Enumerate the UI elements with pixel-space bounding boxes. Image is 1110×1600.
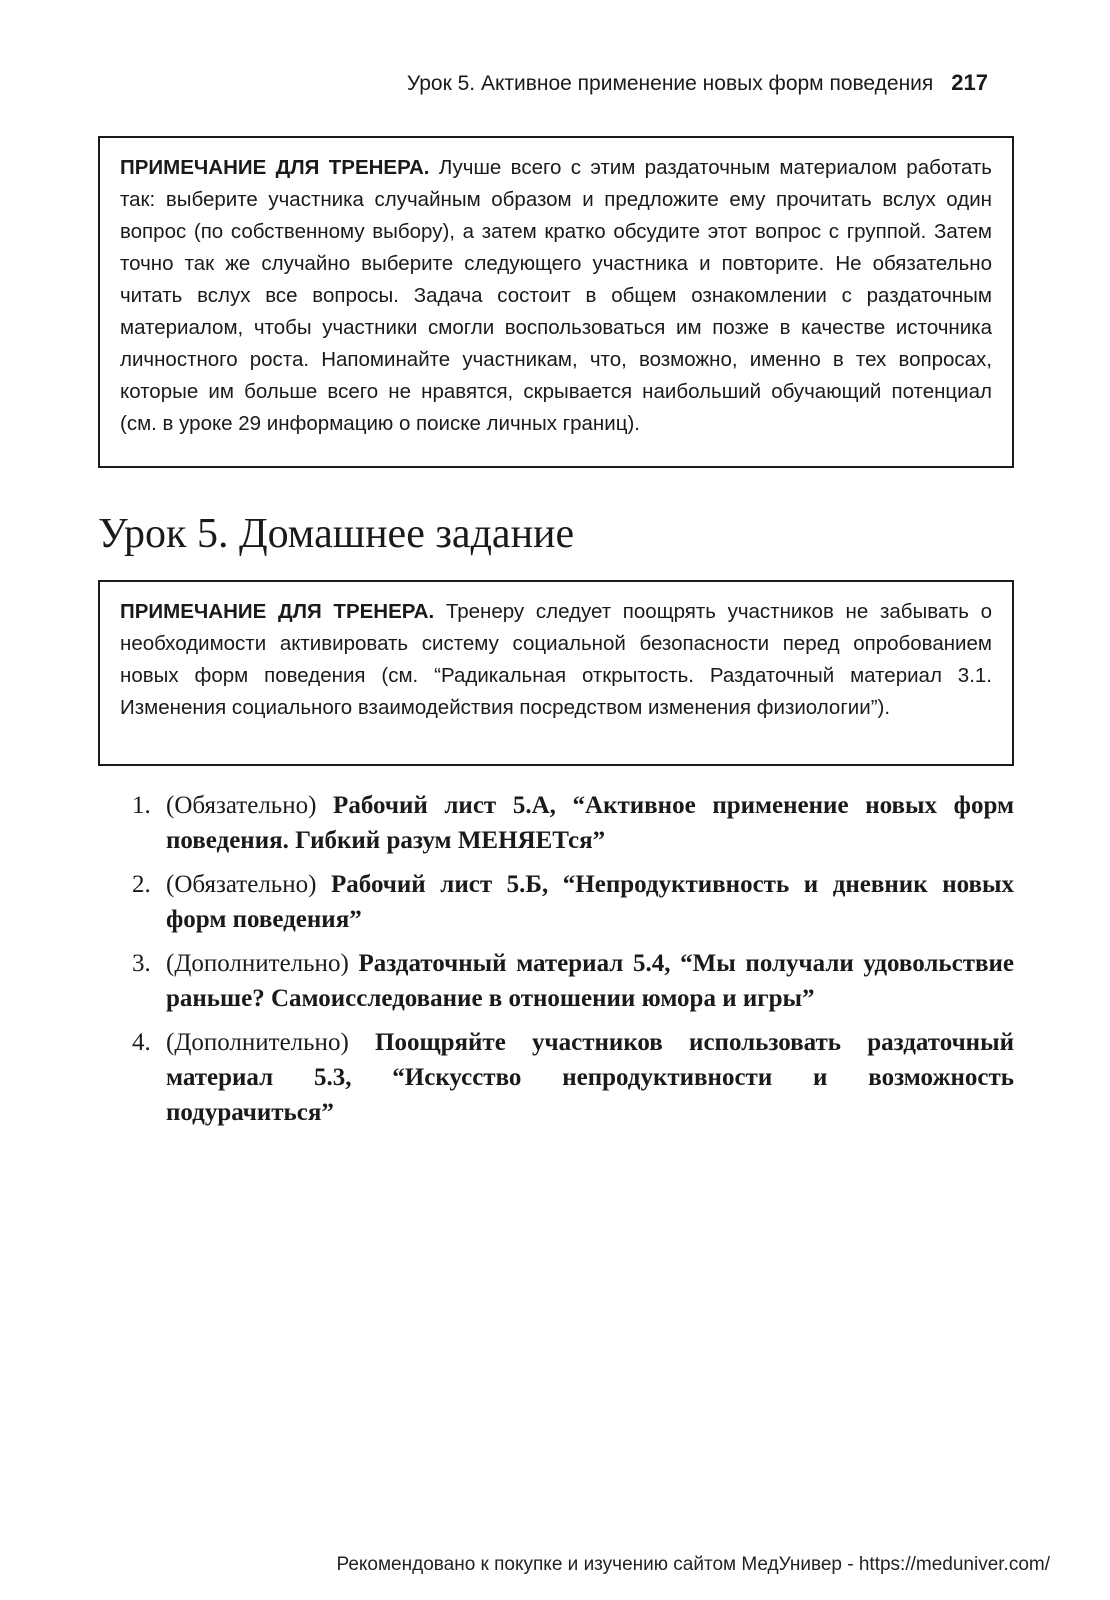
- footer-recommendation: Рекомендовано к покупке и изучению сайтом МедУнивер - https://meduniver.com/: [336, 1554, 1050, 1575]
- homework-item-title: Рабочий лист 5.А, “Активное применение новых форм поведения. Гибкий разум МЕНЯЕТся”: [166, 792, 1014, 854]
- homework-item: [98, 867, 1014, 937]
- homework-item-title: Поощряйте участников использовать раздаточный материал 5.3, “Искусство непродуктивности и возможность подурачиться”: [166, 1029, 1014, 1126]
- homework-item-number: 2.: [132, 871, 151, 898]
- trainer-note-text: Лучше всего с этим раздаточным материалом работать так: выберите участника случайным образом и предложите ему прочитать вслух один вопрос (по собственному выбору), а затем кратко обсудите этот вопрос с группой. Затем точно так же случайно выберите следующего участника и повторите. Не обязательно читать вслух все вопросы. Задача состоит в общем ознакомлении с раздаточным материалом, чтобы участники смогли воспользоваться им позже в качестве источника личностного роста. Напоминайте участникам, что, возможно, именно в тех вопросах, которые им больше всего не нравятся, скрывается наибольший обучающий потенциал (см. в уроке 29 информацию о поиске личных границ).: [120, 156, 992, 435]
- homework-item-prefix: (Дополнительно): [166, 950, 349, 977]
- homework-list: [98, 788, 1014, 1139]
- homework-item-title: Раздаточный материал 5.4, “Мы получали удовольствие раньше? Самоисследование в отношении юмора и игры”: [166, 950, 1015, 1012]
- homework-item: [98, 788, 1014, 858]
- trainer-note-box: [98, 136, 1014, 468]
- trainer-note-box: [98, 580, 1014, 766]
- running-title: Урок 5. Активное применение новых форм поведения: [406, 72, 934, 95]
- homework-item-number: 3.: [132, 950, 151, 977]
- trainer-note-text: Тренеру следует поощрять участников не забывать о необходимости активировать систему социальной безопасности перед опробованием новых форм поведения (см. “Радикальная открытость. Раздаточный материал 3.1. Изменения социального взаимодействия посредством изменения физиологии”).: [120, 600, 992, 719]
- homework-item-number: 4.: [132, 1029, 151, 1056]
- homework-item-prefix: (Обязательно): [166, 792, 317, 819]
- trainer-note-label: ПРИМЕЧАНИЕ ДЛЯ ТРЕНЕРА.: [120, 156, 430, 179]
- homework-item-number: 1.: [132, 792, 151, 819]
- homework-item-title: Рабочий лист 5.Б, “Непродуктивность и дневник новых форм поведения”: [166, 871, 1014, 933]
- page-number: 217: [951, 70, 988, 95]
- homework-item: [98, 946, 1014, 1016]
- running-header: [407, 70, 988, 96]
- section-title: Урок 5. Домашнее задание: [98, 511, 575, 557]
- homework-item-prefix: (Обязательно): [166, 871, 317, 898]
- homework-item: [98, 1025, 1014, 1130]
- homework-item-prefix: (Дополнительно): [166, 1029, 349, 1056]
- trainer-note-label: ПРИМЕЧАНИЕ ДЛЯ ТРЕНЕРА.: [120, 600, 435, 623]
